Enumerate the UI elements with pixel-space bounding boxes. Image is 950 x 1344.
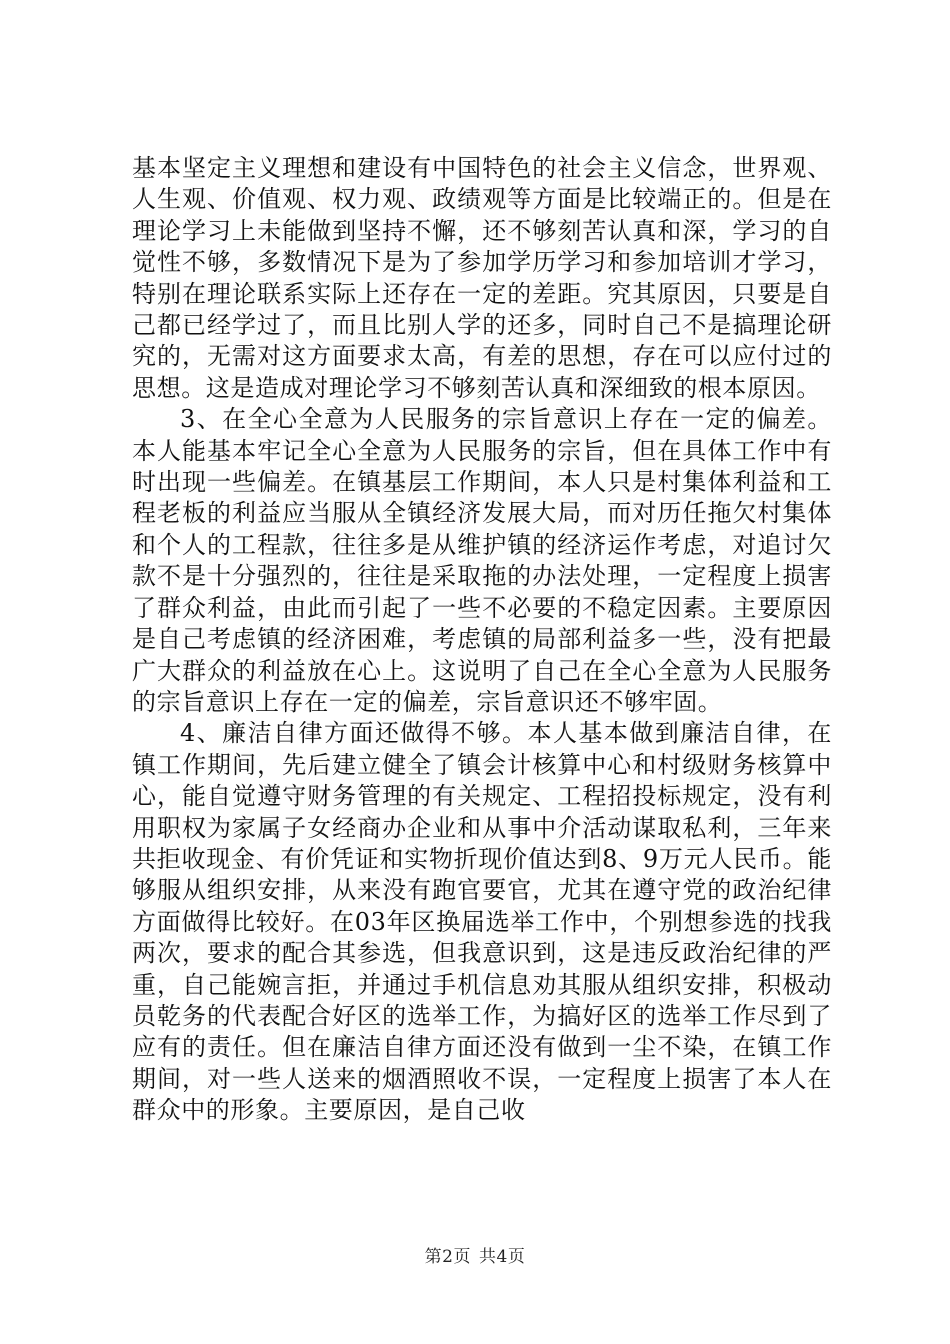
page-footer <box>0 1242 950 1267</box>
paragraph-3: 4、廉洁自律方面还做得不够。本人基本做到廉洁自律，在镇工作期间，先后建立健全了镇会计核算中心和村级财务核算中心，能自觉遵守财务管理的有关规定、工程招投标规定，没有利用职权为家属子女经商办企业和从事中介活动谋取私利，三年来共拒收现金、有价凭证和实物折现价值达到8、9万元人民币。能够服从组织安排，从来没有跑官要官，尤其在遵守党的政治纪律方面做得比较好。在03年区换届选举工作中，个别想参选的找我两次，要求的配合其参选，但我意识到，这是违反政治纪律的严重，自己能婉言拒，并通过手机信息劝其服从组织安排，积极动员乾务的代表配合好区的选举工作，为搞好区的选举工作尽到了应有的责任。但在廉洁自律方面还没有做到一尘不染，在镇工作期间，对一些人送来的烟酒照收不误，一定程度上损害了本人在群众中的形象。主要原因，是自己收 <box>132 719 832 1125</box>
paragraph-1: 基本坚定主义理想和建设有中国特色的社会主义信念，世界观、人生观、价值观、权力观、政绩观等方面是比较端正的。但是在理论学习上未能做到坚持不懈，还不够刻苦认真和深，学习的自觉性不够，多数情况下是为了参加学历学习和参加培训才学习，特别在理论联系实际上还存在一定的差距。究其原因，只要是自己都已经学过了，而且比别人学的还多，同时自己不是搞理论研究的，无需对这方面要求太高，有差的思想，存在可以应付过的思想。这是造成对理论学习不够刻苦认真和深细致的根本原因。 <box>132 154 832 402</box>
page-total: 共4页 <box>479 1247 526 1267</box>
document-body <box>132 153 832 1127</box>
page-number: 第2页 <box>424 1247 471 1267</box>
paragraph-2: 3、在全心全意为人民服务的宗旨意识上存在一定的偏差。本人能基本牢记全心全意为人民服务的宗旨，但在具体工作中有时出现一些偏差。在镇基层工作期间，本人只是村集体利益和工程老板的利益应当服从全镇经济发展大局，而对历任拖欠村集体和个人的工程款，往往多是从维护镇的经济运作考虑，对追讨欠款不是十分强烈的，往往是采取拖的办法处理，一定程度上损害了群众利益，由此而引起了一些不必要的不稳定因素。主要原因是自己考虑镇的经济困难，考虑镇的局部利益多一些，没有把最广大群众的利益放在心上。这说明了自己在全心全意为人民服务的宗旨意识上存在一定的偏差，宗旨意识还不够牢固。 <box>132 405 832 716</box>
